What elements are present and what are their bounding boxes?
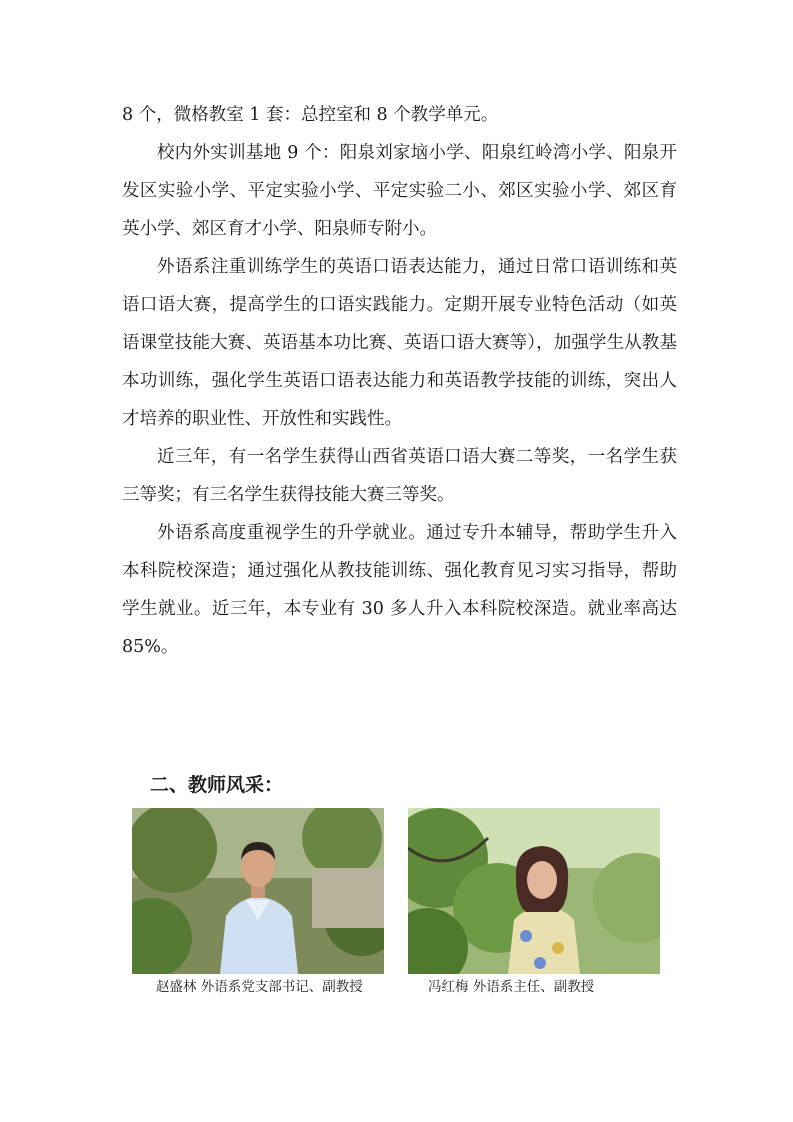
paragraph-continued: 8 个，微格教室 1 套：总控室和 8 个教学单元。 [122, 105, 499, 125]
body-text [122, 96, 677, 666]
paragraph-awards: 近三年，有一名学生获得山西省英语口语大赛二等奖，一名学生获三等奖；有三名学生获得技能大赛三等奖。 [122, 447, 677, 505]
paragraph-employment: 外语系高度重视学生的升学就业。通过专升本辅导，帮助学生升入本科院校深造；通过强化从教技能训练、强化教育见习实习指导，帮助学生就业。近三年，本专业有 30 多人升入本科院校深造。就业率高达 85%。 [122, 523, 677, 657]
photo-caption-2: 冯红梅 外语系主任、副教授 [428, 979, 595, 995]
paragraph-training-bases: 校内外实训基地 9 个：阳泉刘家垴小学、阳泉红岭湾小学、阳泉开发区实验小学、平定实验小学、平定实验二小、郊区实验小学、郊区育英小学、郊区育才小学、阳泉师专附小。 [122, 143, 677, 239]
photo-caption-1: 赵盛林 外语系党支部书记、副教授 [156, 979, 363, 995]
teacher-photo-2 [408, 808, 660, 974]
paragraph-oral-training: 外语系注重训练学生的英语口语表达能力，通过日常口语训练和英语口语大赛，提高学生的口语实践能力。定期开展专业特色活动（如英语课堂技能大赛、英语基本功比赛、英语口语大赛等），加强学生从教基本功训练，强化学生英语口语表达能力和英语教学技能的训练，突出人才培养的职业性、开放性和实践性。 [122, 257, 677, 429]
teacher-photo-1 [132, 808, 384, 974]
section-heading: 二、教师风采： [150, 774, 284, 796]
